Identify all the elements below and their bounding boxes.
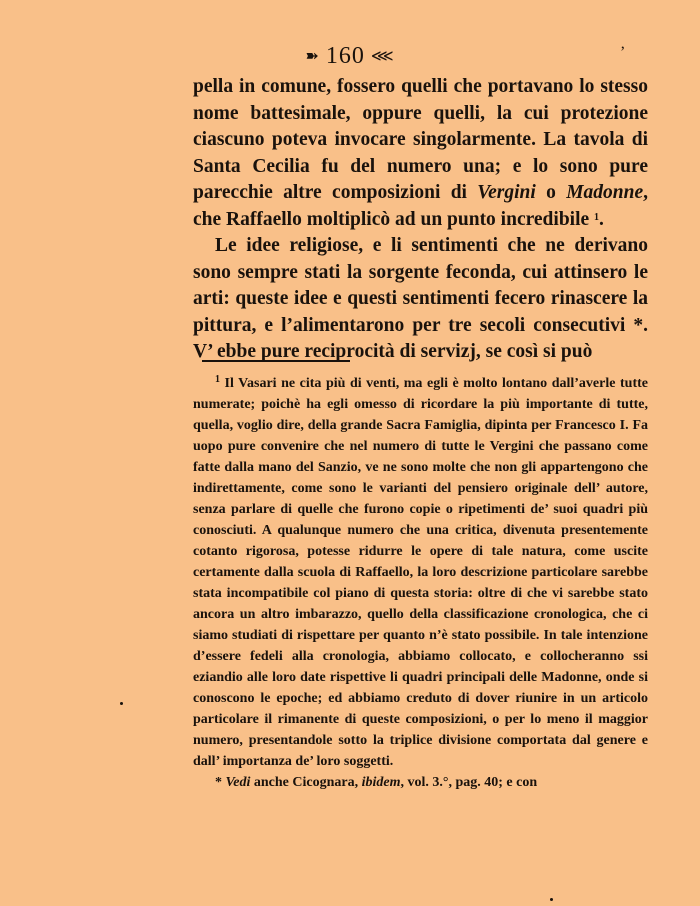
footnotes — [193, 373, 648, 793]
footnote-text: Il Vasari ne cita più di venti, ma egli è molto lontano dall’averle tutte numerate; poichè ha egli omesso di ricordare la più importante di tutte, quella, voglio dire, della grande Sacra Famiglia, dipinta per Francesco I. Fa uopo pure convenire che nel numero di tutte le Vergini che passano come fatte dalla mano del Sanzio, ve ne sono molte che non gli appartengono che indirettamente, come sono le varianti del pensiero originale dell’ autore, senza parlare di quelle che furono copie o ripetimenti de’ suoi quadri più conosciuti. A qualunque numero che una critica, divenuta presentemente cotanto rigorosa, potesse ridurre le opere di tale natura, come uscite certamente dalla scuola di Raffaello, la loro descrizione particolare sarebbe stata incompatibile col piano di questa storia: oltre di che vi sarebbe stato ancora un altro imbarazzo, quello della classificazione cronologica, che ci siamo studiati di rispettare per quanto n’è stato possibile. In tale intenzione d’essere fedeli alla cronologia, abbiamo collocato, e collocheranno ssi eziandio alle loro date rispettive li quadri principali delle Madonne, onde si conoscono le epoche; ed abbiamo creduto di dover riunire in un articolo particolare il rimanente di queste composizioni, o per lo meno il maggior numero, presentandole sotto la triplice divisione comportata dal genere e dall’ importanza de’ loro soggetti. — [193, 376, 648, 769]
paper-speck — [120, 702, 123, 705]
text-run: . — [599, 208, 604, 230]
paper-speck — [550, 898, 553, 901]
text-run: pella in comune, fossero quelli che portavano lo stesso nome battesimale, oppure quelli, la cui protezione ciascuno poteva invocare singolarmente. La tavola di Santa Cecilia fu del numero una; e lo sono pure parecchie altre composizioni di — [193, 76, 648, 203]
footnote-1 — [193, 373, 648, 772]
footnote-star — [193, 772, 648, 793]
text-run: anche Cicognara, — [250, 775, 362, 790]
paragraph-2 — [193, 233, 648, 366]
footnote-ref-star[interactable]: * — [633, 314, 644, 336]
text-run: . V’ ebbe pure reciprocità di servizj, se così si può — [193, 314, 648, 362]
italic-run: Madonne — [566, 182, 644, 203]
left-ornament-icon: ➽ — [305, 48, 320, 65]
text-run: Le idee religiose, e li sentimenti che ne derivano sono sempre stati la sorgente feconda, cui attinsero le arti: queste idee e questi sentimenti fecero rinascere la pittura, e l’alimentarono per tre secoli consecutivi — [193, 235, 648, 336]
italic-run: Vedi — [225, 775, 251, 790]
text-run: , vol. 3.°, pag. 40; e con — [400, 775, 538, 790]
text-run: o — [535, 182, 567, 203]
footnote-marker: 1 — [215, 374, 220, 385]
italic-run: Vergini — [477, 182, 536, 203]
footnote-marker: * — [215, 775, 222, 790]
italic-run: ibidem — [361, 775, 401, 790]
page-number: 160 — [325, 43, 365, 69]
page-header — [0, 42, 700, 71]
footnote-ref-1[interactable]: 1 — [594, 211, 600, 223]
footnote-separator — [202, 360, 350, 362]
right-ornament-icon: ⋘ — [370, 48, 395, 65]
paragraph-1 — [193, 74, 648, 233]
text-run: , che Raffaello moltiplicò ad un punto incredibile — [193, 182, 649, 230]
main-text — [193, 74, 648, 366]
corner-mark: ’ — [620, 44, 626, 61]
